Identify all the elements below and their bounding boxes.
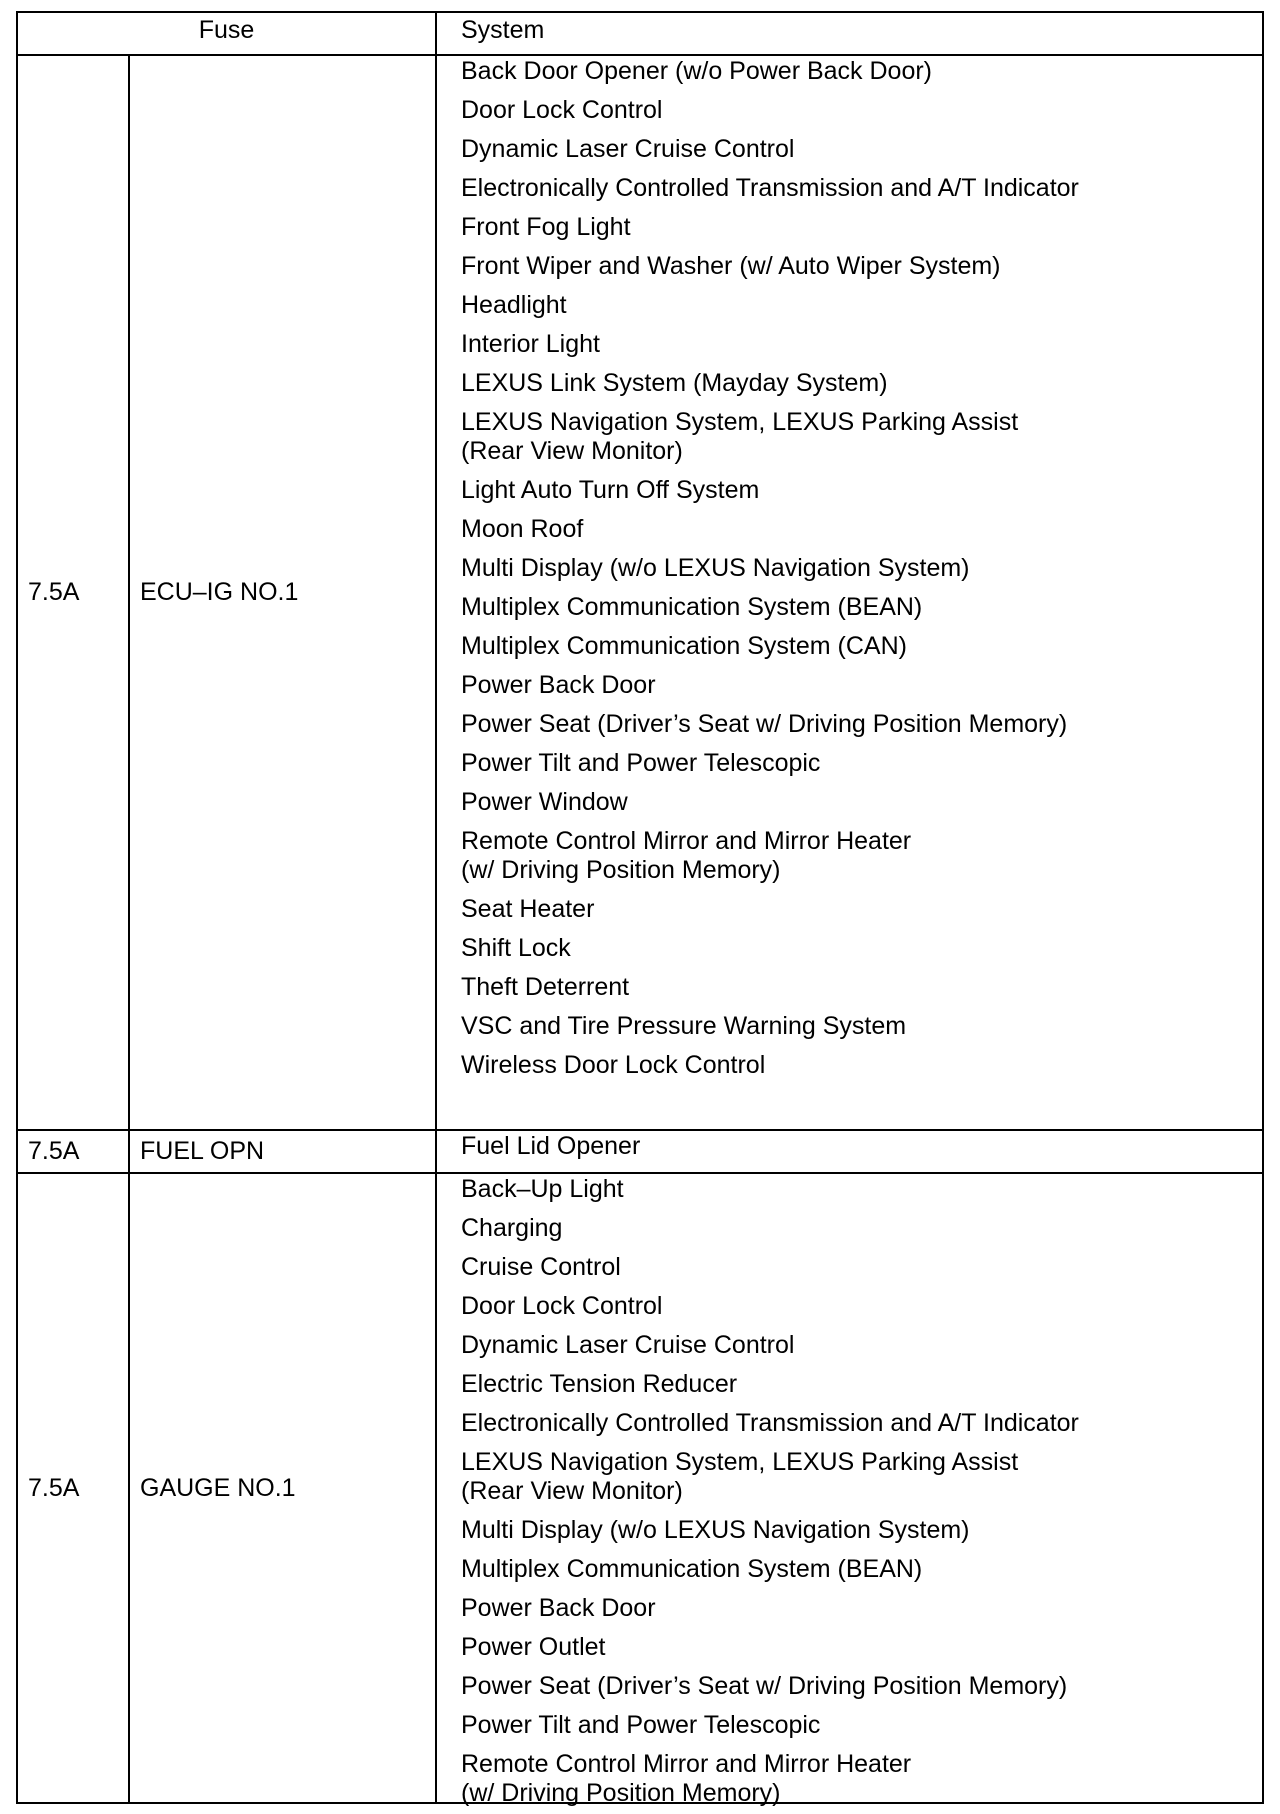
system-item: Power Seat (Driver’s Seat w/ Driving Position Memory): [461, 1672, 1068, 1700]
system-item: Fuel Lid Opener: [461, 1132, 641, 1160]
system-item: Power Outlet: [461, 1633, 606, 1661]
system-item: Back Door Opener (w/o Power Back Door): [461, 57, 933, 85]
system-item: LEXUS Navigation System, LEXUS Parking Assist (Rear View Monitor): [461, 1448, 1019, 1505]
system-item: Seat Heater: [461, 895, 595, 923]
fuse-group-fuel-opn: [18, 1131, 1262, 1174]
system-item: Shift Lock: [461, 934, 571, 962]
system-item: Multi Display (w/o LEXUS Navigation System): [461, 554, 970, 582]
fuse-name: FUEL OPN: [140, 1137, 265, 1165]
system-item: Multiplex Communication System (BEAN): [461, 593, 923, 621]
system-list: [435, 1131, 1262, 1172]
system-item: Remote Control Mirror and Mirror Heater (w/ Driving Position Memory): [461, 827, 912, 884]
system-item: Front Fog Light: [461, 213, 631, 241]
fuse-amperage: 7.5A: [18, 1131, 130, 1172]
system-item: Power Seat (Driver’s Seat w/ Driving Position Memory): [461, 710, 1068, 738]
system-item: Theft Deterrent: [461, 973, 630, 1001]
system-item: Dynamic Laser Cruise Control: [461, 1331, 795, 1359]
system-item: VSC and Tire Pressure Warning System: [461, 1012, 907, 1040]
header-fuse: Fuse: [198, 16, 255, 44]
system-item: Moon Roof: [461, 515, 584, 543]
system-item: Power Back Door: [461, 671, 656, 699]
fuse-name: ECU–IG NO.1: [140, 578, 299, 606]
system-item: Dynamic Laser Cruise Control: [461, 135, 795, 163]
fuse-group-ecu-ig-no1: [18, 56, 1262, 1131]
system-item: Power Tilt and Power Telescopic: [461, 749, 821, 777]
system-item: Back–Up Light: [461, 1175, 624, 1203]
system-item: Power Window: [461, 788, 628, 816]
system-item: Interior Light: [461, 330, 600, 358]
system-item: Remote Control Mirror and Mirror Heater (w/ Driving Position Memory): [461, 1750, 912, 1807]
system-item: Electronically Controlled Transmission and A/T Indicator: [461, 1409, 1079, 1437]
system-item: LEXUS Navigation System, LEXUS Parking Assist (Rear View Monitor): [461, 408, 1019, 465]
system-item: Electronically Controlled Transmission and A/T Indicator: [461, 174, 1079, 202]
system-item: Door Lock Control: [461, 1292, 663, 1320]
system-item: Power Tilt and Power Telescopic: [461, 1711, 821, 1739]
header-system: System: [435, 13, 1262, 54]
system-item: Electric Tension Reducer: [461, 1370, 738, 1398]
system-list: [435, 1174, 1262, 1807]
fuse-amperage: 7.5A: [18, 56, 130, 1129]
fuse-table: [16, 11, 1264, 1807]
system-item: Multiplex Communication System (CAN): [461, 632, 907, 660]
system-item: Wireless Door Lock Control: [461, 1051, 766, 1079]
table-header: [18, 13, 1262, 56]
system-item: Front Wiper and Washer (w/ Auto Wiper System): [461, 252, 1001, 280]
system-item: Multiplex Communication System (BEAN): [461, 1555, 923, 1583]
system-item: Headlight: [461, 291, 567, 319]
system-item: Charging: [461, 1214, 563, 1242]
fuse-amperage: 7.5A: [18, 1174, 130, 1802]
fuse-name: GAUGE NO.1: [140, 1473, 296, 1502]
system-list: [435, 56, 1262, 1129]
system-item: Cruise Control: [461, 1253, 621, 1281]
system-item: Power Back Door: [461, 1594, 656, 1622]
system-item: LEXUS Link System (Mayday System): [461, 369, 888, 397]
system-item: Door Lock Control: [461, 96, 663, 124]
fuse-group-gauge-no1: [18, 1174, 1262, 1807]
system-item: Light Auto Turn Off System: [461, 476, 760, 504]
system-item: Multi Display (w/o LEXUS Navigation System): [461, 1516, 970, 1544]
